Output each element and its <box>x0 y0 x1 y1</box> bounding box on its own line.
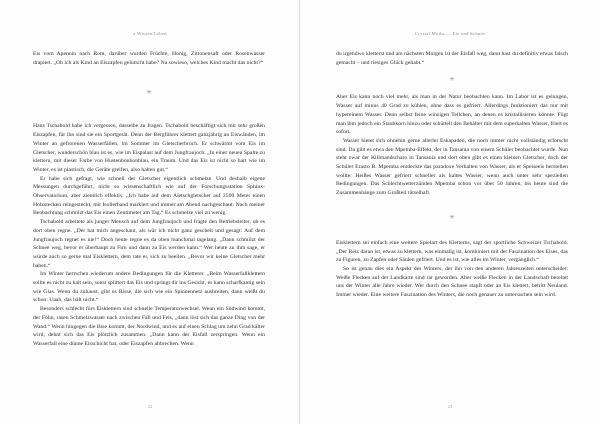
left-running-head: x Wissen/Leben <box>133 31 167 36</box>
section-separator-left: ✳ <box>146 90 152 97</box>
left-text-block <box>33 50 265 400</box>
left-paragraph-6: Besonders schlecht fürs Eisklettern sind schnelle Temperaturwechsel. Wenn ein Südwind kommt, der Föhn, rasen Schmelzwasser nach zwischen Fall und Fels, „dann löst sich das ganze Ding von der Wand.“ Wenn hingegen die Bise kommt, der Nordwind, und es auf einen Schlag um zehn Grad kälter wird, dehnt sich das Eis plötzlich zusammen. „Dann kann der Eisfall zerspringen. Wenn ein Wasserfall eine dünne Eisschicht hat, oder Eiszapfen abbrechen. Wenn <box>33 306 265 347</box>
left-paragraph-4: Tschabold arbeitete als junger Mensch auf dem Jungfraujoch und fragte den Betriebsleiter, ob es dort oben regne. „Der hat mich angeschaut, als wär ich nicht ganz gescheit und gesagt: Auf dem Jungfraujoch regnet es nie!“ Doch heute regne es da oben manchmal tagelang. „Dann schmilzt der Schnee weg, bevor er überhaupt zu Firn und dann zu Eis werden kann.“ Wer heute zu ihm sage, er würde auch so gerne mal Eisklettern, dem rate er, sich zu beeilen. „Bevor wir keine Gletscher mehr haben.“ <box>33 219 265 269</box>
section-separator-right-1: ✳ <box>449 77 455 84</box>
left-paragraph-2: Hans Tschabold habe ich vergessen, dasselbe zu fragen. Tschabold beschäftigt sich mit sehr großen Eiszapfen, für ihn sind sie ein Sportgerät. Denn der Bergführer klettert ganzjährig an Eiswänden, im Winter an gefrorenen Wasserfällen, im Sommer im Gletscherbruch. Er schwärmt vom Eis im Gletscher, wunderschön blau ist es, wie im Eispalast auf dem Jungfraujoch. „In einer neuen Spalte zu klettern, mit dieser Farbe von Hustenbonbonblau, ein Traum. Und das Eis ist nicht so hart wie im Winter, es ist plastisch, die Geräte greifen, also halten gut.“ <box>33 123 265 173</box>
section-separator-right-2: ✳ <box>449 214 455 221</box>
right-text-block <box>336 50 568 400</box>
right-paragraph-5: So ist genau dies ein Aspekt des Winters, der ihn von den anderen Jahreszeiten unterscheidet: Weiße Flecken auf der Landkarte sind rar geworden. Aber weiße Flecken in der Landschaft bereitet uns der Winter alle Jahre wieder. Wer durch den Schnee stapft oder an Eis klettert, betritt Neuland. Immer wieder. Eine weitere Faszination des Winters, die noch genauer zu untersuchen sein wird. <box>336 265 568 299</box>
left-paragraph-1: Eis vom Apennin nach Rom, darüber wurden Früchte, Honig, Zitronensaft oder Rosenwasser drapiert. „Ob ich als Kind an Eiszapfen gelutscht habe? Na sowieso, welches Kind macht das nicht?“ <box>33 51 265 66</box>
right-running-head: Crystal Myths — Eis und Schnee <box>414 31 486 36</box>
right-page <box>300 0 600 424</box>
right-paragraph-4: Eisklettern sei einfach eine weitere Spielart des Kletterns, sagt der sportliche Schweizer Tschabold. „Der Reiz daran ist, etwas zu klettern, was einmalig ist, kombiniert mit der Faszination des Eises, das zu Figuren, zu Zapfen oder Säulen gefriert. Und es ist, wie alles im Winter, vergänglich.“ <box>336 239 568 264</box>
left-paragraph-3: Er habe sich gefragt, wie schnell der Gletscher eigentlich schmelze. Und deshalb eigene Messungen durchgeführt, nicht so wissenschaftlich wie auf der Forschungsstation Sphinx-Observatorium, aber ziemlich effektiv. „Ich habe auf dem Aletschgletscher auf 2500 Meter einen Holzstecken reingesteckt, mit Isolierband markiert und immer am Abend nachgeschaut. Nach meiner Beobachtung schmilzt das Eis einen Zentimeter am Tag.“ Es schmelze viel zu wenig. <box>33 175 265 217</box>
right-paragraph-3: Wasser bietet sich ohnehin gerne allerlei Eskapaden, die noch immer nicht vollständig erforscht sind. Da gibt es etwa den Mpemba-Effekt, der in Tansania von einem Schüler beobachtet wurde. Nun steht zwar der Kilimandscharo in Tansania und dort oben gibt es einen kleinen Gletscher, doch der Schüler Erasto B. Mpemba entdeckte das paradoxe Verhalten von Wasser, als er Speiseeis herstellen wollte: Heißes Wasser gefriert schneller als kaltes Wasser, wenn auch unter sehr speziellen Bedingungen. Das Schlechtwetterzünden Mpemba schon vor über 50 Jahren, bis heute sind die Zusammenhänge zum Großteil rätselhaft. <box>336 137 568 197</box>
right-paragraph-1: du irgendwo kletterst und am nächsten Morgen ist der Eisfall weg, dann hast du definitiv etwas falsch gemacht – und riesiges Glück gehabt.“ <box>336 51 568 66</box>
left-paragraph-5: Im Winter herrschen wiederum andere Bedingungen für die Kletterer. „Beim Wasserfallklettern sollte es nicht zu kalt sein, sonst splittert das Eis und springt dir ins Gesicht, es kann scharfkantig sein wie Glas. Wenn du zuhaust, gibt es Risse, die sich wie ein Spinnennetz ausbreiten, dann weißt du schon: Uaah, das hält nicht.“ <box>33 271 265 304</box>
right-page-number: 23 <box>447 404 453 409</box>
left-page-number: 22 <box>147 404 153 409</box>
right-paragraph-2: Aber Eis kann noch viel mehr, als man in der Natur beobachten kann. Im Labor ist es gelungen, Wasser auf minus 40 Grad zu kühlen, ohne dass es gefriert. Allerdings funktioniert das nur mit hypereinem Wasser. Denn selbst feine winzigen Teilchen, an denen es kristallisieren könnte. Fügt man ihm jedoch ein Staubkorn hinzu oder schüttelt den Behälter mit dem superkalten Wasser, friert es sofort. <box>336 94 568 136</box>
